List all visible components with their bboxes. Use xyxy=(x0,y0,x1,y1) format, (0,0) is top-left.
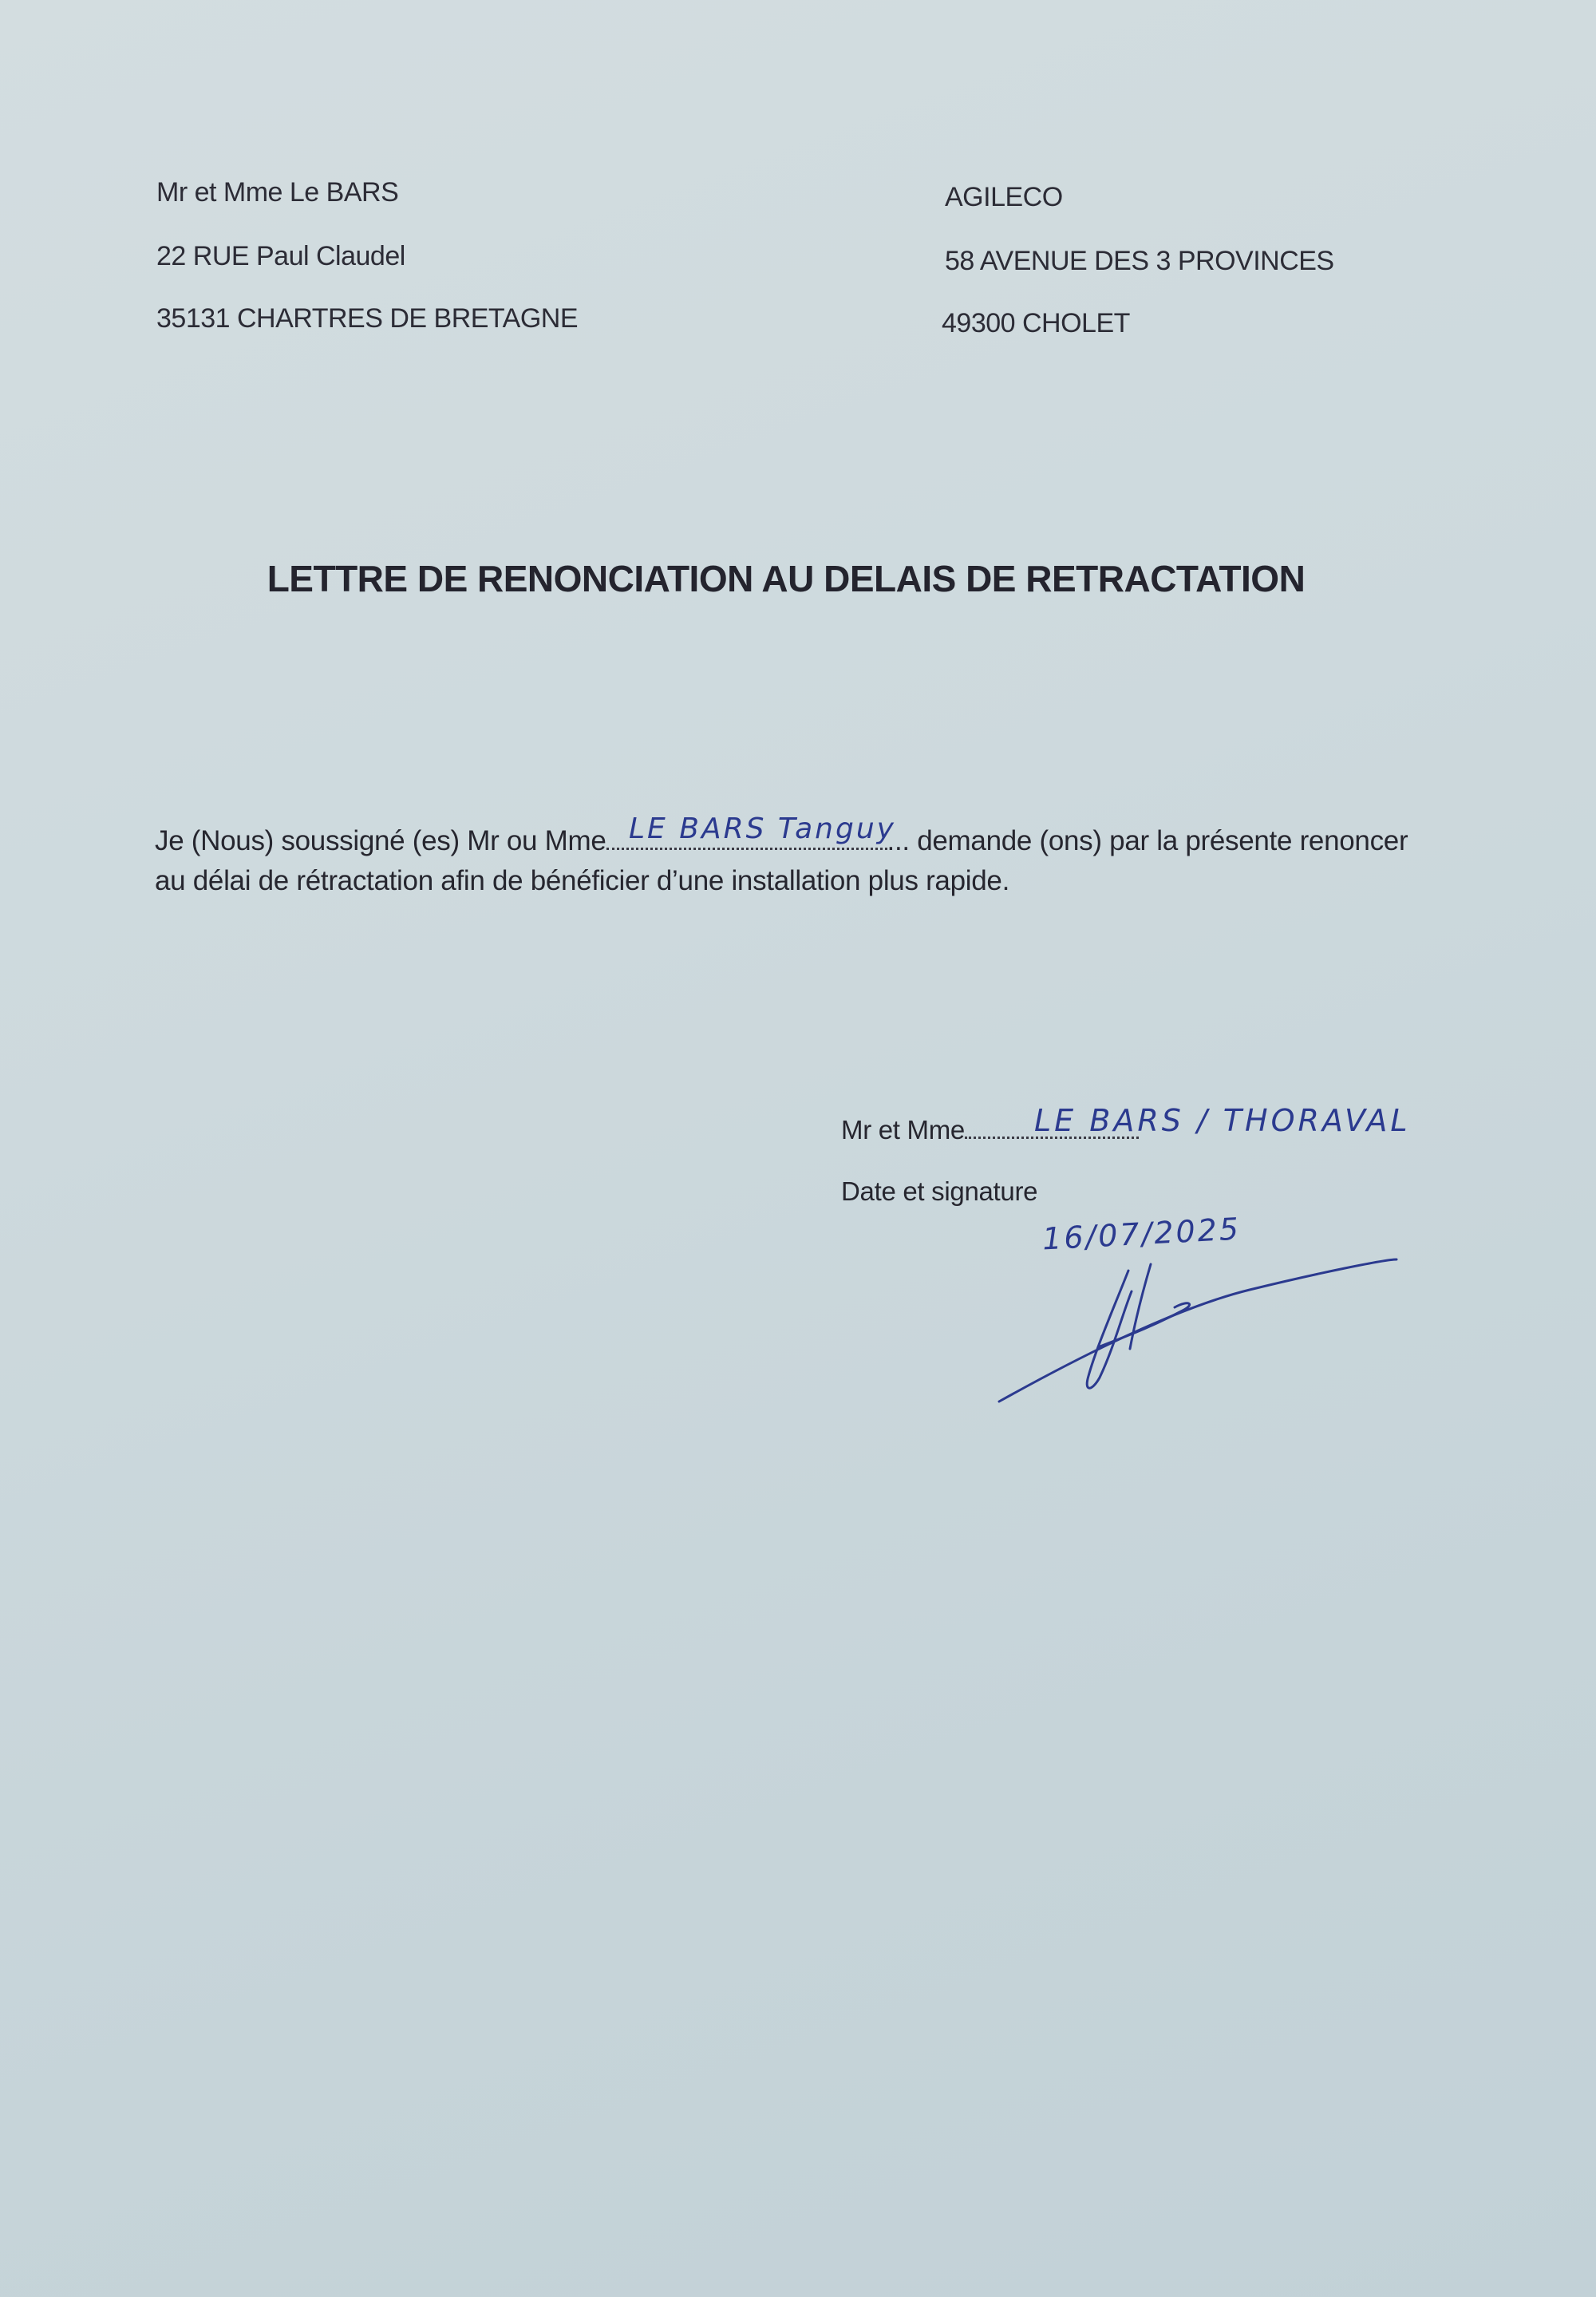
sender-street: 22 RUE Paul Claudel xyxy=(156,241,405,271)
signature-names-label: Mr et Mme xyxy=(841,1115,965,1145)
handwritten-signatory-names: LE BARS / THORAVAL xyxy=(1034,1103,1411,1138)
handwritten-signature xyxy=(994,1235,1441,1395)
body-line-2: au délai de rétractation afin de bénéficier d’une installation plus rapide. xyxy=(155,865,1009,896)
handwritten-name: LE BARS Tanguy xyxy=(629,812,896,845)
handwritten-date: 16/07/2025 xyxy=(1041,1211,1242,1257)
sender-city: 35131 CHARTRES DE BRETAGNE xyxy=(156,303,579,334)
recipient-street: 58 AVENUE DES 3 PROVINCES xyxy=(945,246,1334,276)
letter-title: LETTRE DE RENONCIATION AU DELAIS DE RETRACTATION xyxy=(267,558,1306,599)
date-signature-label: Date et signature xyxy=(841,1176,1038,1206)
body-line-1-suffix: ... demande (ons) par la présente renoncer xyxy=(887,825,1408,856)
recipient-name: AGILECO xyxy=(945,182,1063,212)
sender-name: Mr et Mme Le BARS xyxy=(156,177,399,208)
recipient-city: 49300 CHOLET xyxy=(942,308,1130,338)
body-line-1-prefix: Je (Nous) soussigné (es) Mr ou Mme xyxy=(155,825,606,856)
